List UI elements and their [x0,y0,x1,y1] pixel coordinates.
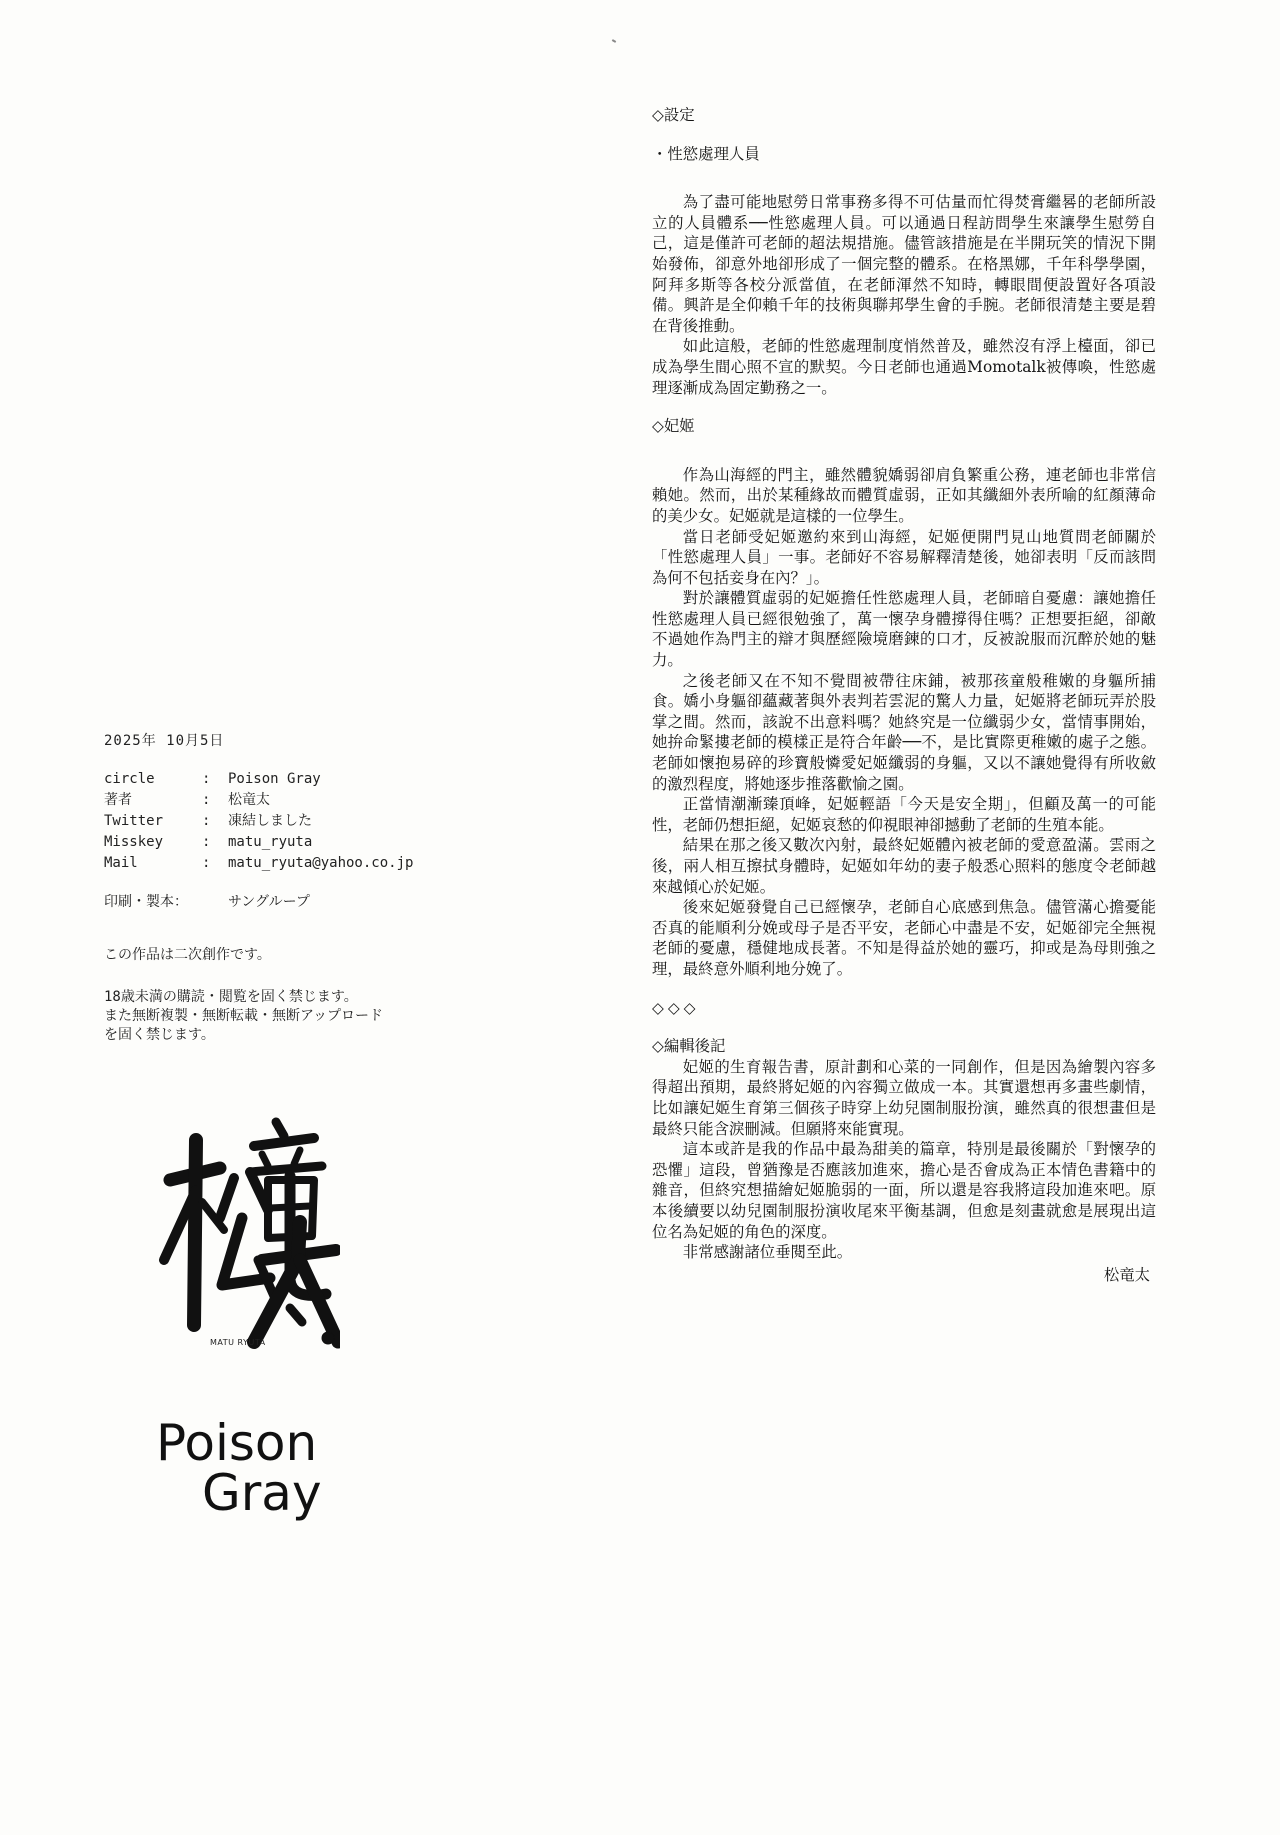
section-separator: ◇◇◇ [652,998,700,1017]
calligraphy-logo-icon [150,1110,340,1350]
restriction-note [104,988,484,1045]
afterword-heading: ◇編輯後記 [652,1037,726,1056]
credit-value: 凍結しました [228,813,312,829]
credit-label: circle [104,771,155,787]
restriction-line: を固く禁じます。 [104,1027,215,1043]
printer-line [104,891,484,911]
character-paragraph: 結果在那之後又數次內射，最終妃姬體內被老師的愛意盈滿。雲雨之後，兩人相互擦拭身體時，妃姬如年幼的妻子般悉心照料的態度令老師越來越傾心於妃姬。 [652,836,1156,896]
credit-label: Mail [104,855,138,871]
credit-separator: : [202,855,211,871]
credit-separator: : [202,813,211,829]
credit-value: 松竜太 [228,792,270,808]
settings-subheading: ・性慾處理人員 [652,144,760,163]
character-paragraph: 正當情潮漸臻頂峰，妃姬輕語「今天是安全期」，但顧及萬一的可能性，老師仍想拒絕，妃姬哀愁的仰視眼神卻撼動了老師的生殖本能。 [652,795,1156,834]
credit-value: Poison Gray [228,771,321,787]
credit-separator: : [202,771,211,787]
colophon [104,730,484,1045]
credit-value: matu_ryuta@yahoo.co.jp [228,855,414,871]
settings-paragraph: 為了盡可能地慰勞日常事務多得不可估量而忙得焚膏繼晷的老師所設立的人員體系──性慾處理人員。可以通過日程訪問學生來讓學生慰勞自己，這是僅許可老師的超法規措施。儘管該措施是在半開玩笑的情況下開始發佈，卻意外地卻形成了一個完整的體系。在格黑娜，千年科學學園，阿拜多斯等各校分派當值，在老師渾然不知時，轉眼間便設置好各項設備。興許是全仰賴千年的技術與聯邦學生會的手腕。老師很清楚主要是碧在背後推動。 [652,193,1156,335]
character-paragraph: 作為山海經的門主，雖然體貌嬌弱卻肩負繁重公務，連老師也非常信賴她。然而，出於某種緣故而體質虛弱，正如其纖細外表所喻的紅顏薄命的美少女。妃姬就是這樣的一位學生。 [652,465,1156,525]
circle-name-line: Gray [202,1464,322,1522]
character-heading: ◇妃姬 [652,417,695,436]
credit-label: Misskey [104,834,164,850]
credit-separator: : [202,834,211,850]
scan-mark [612,39,616,43]
printer-label: 印刷・製本： [104,894,188,910]
logo-caption: MATU RYUTA [210,1338,266,1347]
printer-value: サングループ [228,894,310,910]
settings-paragraph: 如此這般，老師的性慾處理制度悄然普及，雖然沒有浮上檯面，卻已成為學生間心照不宣的默契。今日老師也通過Momotalk被傳喚，性慾處理逐漸成為固定勤務之一。 [652,337,1156,397]
derivative-note: この作品は二次創作です。 [104,947,271,963]
afterword-paragraph: 非常感謝諸位垂閱至此。 [682,1243,853,1262]
afterword-article [652,105,1156,1285]
circle-name-line: Poison [156,1414,318,1472]
character-paragraph: 後來妃姬發覺自己已經懷孕，老師自心底感到焦急。儘管滿心擔憂能否真的能順利分娩或母子是否平安，老師心中盡是不安，妃姬卻完全無視老師的憂慮，穩健地成長著。不知是得益於她的靈巧，抑或是為母則強之理，最終意外順利地分娩了。 [652,898,1156,978]
credit-separator: : [202,792,211,808]
credit-value: matu_ryuta [228,834,313,850]
settings-heading: ◇設定 [652,106,695,124]
character-paragraph: 當日老師受妃姬邀約來到山海經，妃姬便開門見山地質問老師關於「性慾處理人員」一事。老師好不容易解釋清楚後，她卻表明「反而該問為何不包括妾身在內？」。 [652,527,1156,587]
publication-date: 2025年 10月5日 [104,733,225,749]
author-signature: 松竜太 [1103,1265,1150,1284]
restriction-line: また無断複製・無断転載・無断アップロード [104,1008,384,1024]
credit-label: Twitter [104,813,164,829]
afterword-paragraph: 這本或許是我的作品中最為甜美的篇章，特別是最後關於「對懷孕的恐懼」這段，曾猶豫是否應該加進來，擔心是否會成為正本情色書籍中的雜音，但終究想描繪妃姬脆弱的一面，所以還是容我將這段加進來吧。原本後續要以幼兒園制服扮演收尾來平衡基調，但愈是刻畫就愈是展現出這位名為妃姬的角色的深度。 [652,1140,1156,1241]
credits-list [104,770,484,873]
circle-name-logo [156,1414,376,1522]
afterword-paragraph: 妃姬的生育報告書，原計劃和心菜的一同創作，但是因為繪製內容多得超出預期，最終將妃姬的內容獨立做成一本。其實還想再多畫些劇情，比如讓妃姬生育第三個孩子時穿上幼兒園制服扮演，雖然真的很想畫但是最終只能含淚刪減。但願將來能實現。 [652,1057,1156,1138]
character-paragraph: 之後老師又在不知不覺間被帶往床鋪，被那孩童般稚嫩的身軀所捕食。嬌小身軀卻蘊藏著與外表判若雲泥的驚人力量，妃姬將老師玩弄於股掌之間。然而，該說不出意料嗎？她終究是一位纖弱少女，當情事開始，她拚命緊摟老師的模樣正是符合年齡──不，是比實際更稚嫩的處子之態。老師如懷抱易碎的珍寶般憐愛妃姬纖弱的身軀，又以不讓她覺得有所收斂的激烈程度，將她逐步推落歡愉之園。 [652,671,1156,793]
restriction-line: 18歳未満の購読・閲覧を固く禁じます。 [104,989,358,1005]
character-paragraph: 對於讓體質虛弱的妃姬擔任性慾處理人員，老師暗自憂慮：讓她擔任性慾處理人員已經很勉強了，萬一懷孕身體撐得住嗎？正想要拒絕，卻敵不過她作為門主的辯才與歷經險境磨鍊的口才，反被說服而沉醉於她的魅力。 [652,589,1156,670]
credit-label: 著者 [104,792,132,808]
